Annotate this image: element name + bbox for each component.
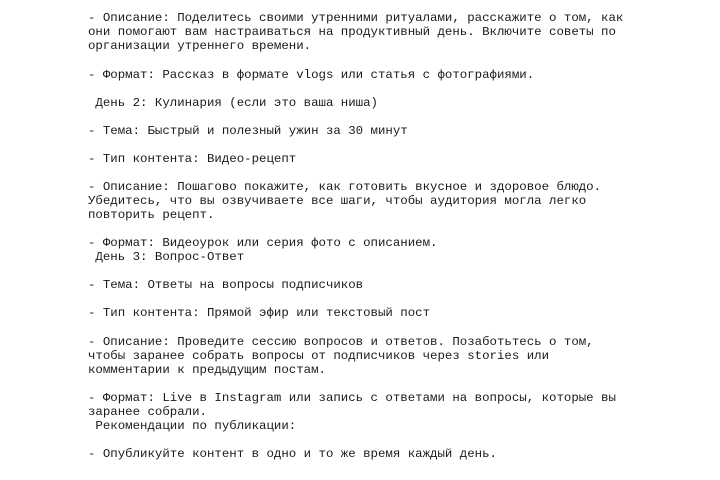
text-line: заранее собрали.	[88, 405, 207, 419]
text-line: организации утреннего времени.	[88, 39, 312, 53]
text-line: Убедитесь, что вы озвучиваете все шаги, чтобы аудитория могла легко	[88, 194, 587, 208]
text-line: - Тип контента: Видео-рецепт	[88, 152, 297, 166]
text-line: - Формат: Рассказ в формате vlogs или статья с фотографиями.	[88, 68, 535, 82]
text-line: - Тема: Быстрый и полезный ужин за 30 минут	[88, 124, 408, 138]
text-line: - Тип контента: Прямой эфир или текстовый пост	[88, 306, 431, 320]
text-line: они помогают вам настраиваться на продуктивный день. Включите советы по	[88, 25, 616, 39]
text-line: чтобы заранее собрать вопросы от подписчиков через stories или	[88, 349, 550, 363]
text-line: - Опубликуйте контент в одно и то же время каждый день.	[88, 447, 497, 461]
text-line: повторить рецепт.	[88, 208, 215, 222]
text-line: - Тема: Ответы на вопросы подписчиков	[88, 278, 364, 292]
text-line: - Описание: Проведите сессию вопросов и ответов. Позаботьтесь о том,	[88, 335, 594, 349]
text-line: - Описание: Пошагово покажите, как готовить вкусное и здоровое блюдо.	[88, 180, 602, 194]
section-heading: День 2: Кулинария (если это ваша ниша)	[88, 96, 378, 110]
section-heading: Рекомендации по публикации:	[88, 419, 297, 433]
text-line: - Описание: Поделитесь своими утренними ритуалами, расскажите о том, как	[88, 11, 624, 25]
section-heading: День 3: Вопрос-Ответ	[88, 250, 245, 264]
text-line: комментарии к предыдущим постам.	[88, 363, 326, 377]
text-line: - Формат: Live в Instagram или запись с ответами на вопросы, которые вы	[88, 391, 616, 405]
text-line: - Формат: Видеоурок или серия фото с описанием.	[88, 236, 438, 250]
